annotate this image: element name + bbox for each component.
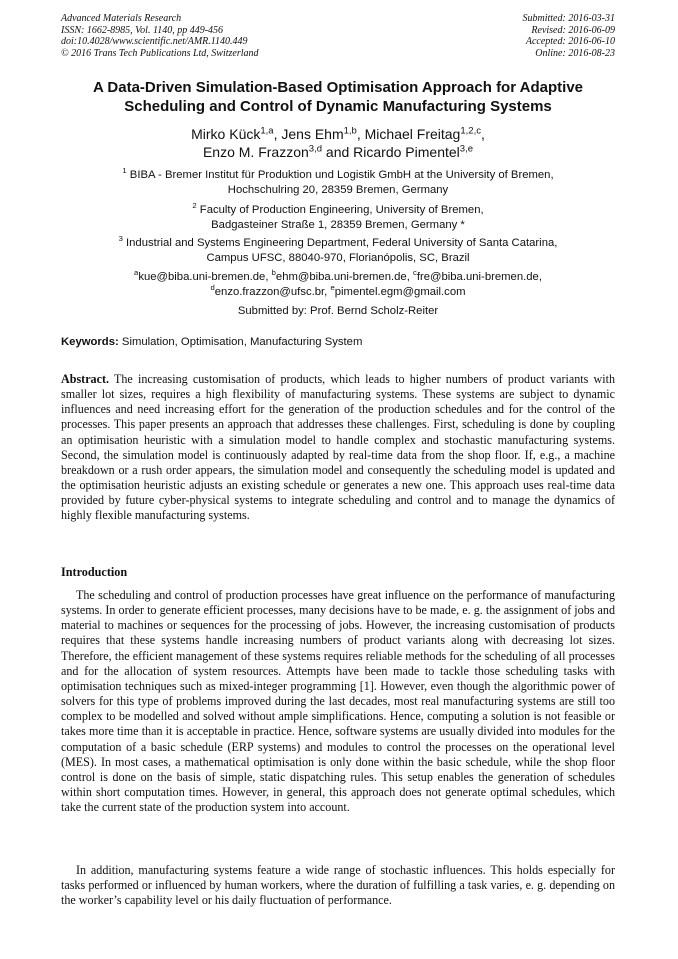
- email-link[interactable]: ehm@biba.uni-bremen.de,: [275, 271, 410, 283]
- title-line-1: A Data-Driven Simulation-Based Optimisation Approach for Adaptive: [92, 79, 584, 96]
- author-emails: [61, 270, 615, 299]
- journal-name: Advanced Materials Research: [61, 13, 182, 24]
- introduction-paragraph-1: The scheduling and control of production processes have great influence on the performance of manufacturing systems. In order to generate efficient processes, many decisions have to be made, e. g. the assignment of jobs and material to machines or sequences for the processing of jobs. However, the increasing customisation of products requires that these systems handle increasing numbers of product variants along with decreasing lot sizes. Therefore, the efficient management of these systems requires reliable methods for the scheduling of all processes and for the allocation of system resources. Attempts have been made to tackle those scheduling tasks with optimisation techniques such as mixed-integer programming [1]. However, even though the algorithmic power of solvers for this type of problems improved during the last decades, most real manufacturing systems are still too complex to be modelled and solved without ample simplifications. Hence, computing a solution is not feasible or takes more time than it is acceptable in practice. Hence, software systems are usually divided into modules for the computation of a basic schedule (ERP systems) and modules to control the processes on the operational level (MES). In most cases, a mathematical optimisation is only done within the basic schedule, while the shop floor control is done on the basis of simple, static dispatching rules. This setup enables the generation of schedules within short computation times. However, in general, this approach does not generate optimal schedules, which take the current state of the production system into account.: [61, 588, 615, 815]
- submitted-date: Submitted: 2016-03-31: [522, 13, 615, 24]
- email-marker: d: [210, 282, 215, 292]
- email-link[interactable]: pimentel.egm@gmail.com: [334, 285, 466, 298]
- affiliation-line: Badgasteiner Straße 1, 28359 Bremen, Germany *: [211, 218, 465, 231]
- keywords-text: Simulation, Optimisation, Manufacturing System: [121, 336, 363, 348]
- doi: doi:10.4028/www.scientific.net/AMR.1140.449: [61, 36, 248, 48]
- authors: [61, 125, 615, 161]
- author-sup: 1,2,c: [460, 125, 481, 137]
- revised-date: Revised: 2016-06-09: [531, 24, 615, 36]
- author-name: Michael Freitag: [364, 126, 461, 142]
- abstract-label: Abstract.: [61, 372, 110, 386]
- affiliation-number: 3: [118, 234, 123, 244]
- author-name: Mirko Kück: [191, 126, 261, 142]
- author-sup: 1,b: [343, 125, 357, 137]
- email-marker: c: [412, 268, 417, 278]
- header-right: [523, 13, 616, 59]
- author-name: Ricardo Pimentel: [353, 144, 460, 160]
- abstract-text: The increasing customisation of products, which leads to higher numbers of product variants with smaller lot sizes, requires a high flexibility of manufacturing systems. These systems are subject to dynamic influences and need increasing effort for the generation of the production schedules and for the control of the processes. This paper presents an approach that addresses these challenges. First, scheduling is done by coupling an optimisation heuristic with a simulation model to handle complex and stochastic manufacturing systems. Second, the simulation model is continuously adapted by real-time data from the shop floor. If, e.g., a machine breakdown or a rush order appears, the simulation model and consequently the scheduling model is updated and the optimisation heuristic adjusts an existing schedule or generates a new one. This approach uses real-time data provided by future cyber-physical systems to integrate scheduling and control and to manage the dynamics of highly flexible manufacturing systems.: [61, 372, 615, 523]
- affiliation-number: 1: [122, 166, 127, 176]
- email-link[interactable]: fre@biba.uni-bremen.de,: [416, 271, 542, 283]
- abstract: [61, 372, 615, 524]
- copyright: © 2016 Trans Tech Publications Ltd, Switzerland: [61, 47, 259, 59]
- author-name: Enzo M. Frazzon: [202, 144, 309, 160]
- online-date: Online: 2016-08-23: [535, 47, 615, 59]
- section-heading-introduction: Introduction: [61, 565, 128, 579]
- email-marker: b: [271, 268, 276, 278]
- author-sup: 3,e: [459, 143, 474, 155]
- affiliation-line: Hochschulring 20, 28359 Bremen, Germany: [227, 183, 449, 196]
- affiliation-line: Faculty of Production Engineering, University of Bremen,: [199, 204, 484, 216]
- introduction-paragraph-2: In addition, manufacturing systems feature a wide range of stochastic influences. This holds especially for tasks performed or influenced by human workers, where the duration of fulfilling a task varies, e. g. depending on the worker’s capability level or his daily fluctuation of performance.: [61, 863, 615, 908]
- keywords-label: Keywords:: [61, 336, 119, 348]
- affiliation-2: [61, 203, 615, 232]
- accepted-date: Accepted: 2016-06-10: [525, 36, 615, 48]
- authors-line-2: [61, 143, 615, 161]
- affiliation-1: [61, 168, 615, 197]
- author-sup: 1,a: [260, 125, 274, 137]
- affiliation-3: [61, 236, 615, 265]
- affiliation-line: Industrial and Systems Engineering Department, Federal University of Santa Catarina,: [126, 237, 558, 249]
- paper-title: [61, 78, 615, 116]
- keywords: [61, 336, 617, 348]
- affiliation-line: BIBA - Bremer Institut für Produktion und Logistik GmbH at the University of Bremen,: [129, 169, 554, 181]
- affiliation-number: 2: [192, 201, 197, 211]
- affiliation-line: Campus UFSC, 88040-970, Florianópolis, SC, Brazil: [206, 251, 470, 264]
- email-marker: e: [330, 282, 335, 292]
- title-line-2: Scheduling and Control of Dynamic Manufacturing Systems: [124, 98, 552, 115]
- author-sup: 3,d: [308, 143, 323, 155]
- email-marker: a: [134, 268, 139, 278]
- header-left: [61, 13, 259, 59]
- email-link[interactable]: kue@biba.uni-bremen.de,: [138, 271, 269, 283]
- author-name: Jens Ehm: [281, 126, 344, 142]
- issn: ISSN: 1662-8985, Vol. 1140, pp 449-456: [61, 24, 224, 36]
- author-conjunction: and: [325, 144, 350, 160]
- submitted-by: Submitted by: Prof. Bernd Scholz-Reiter: [237, 305, 439, 317]
- email-link[interactable]: enzo.frazzon@ufsc.br,: [214, 285, 328, 298]
- authors-line-1: Mirko Kück$^{1,a}$, Jens Ehm$^{1,b}$, Michael Freitag$^{1,2,c}$,: [191, 125, 485, 142]
